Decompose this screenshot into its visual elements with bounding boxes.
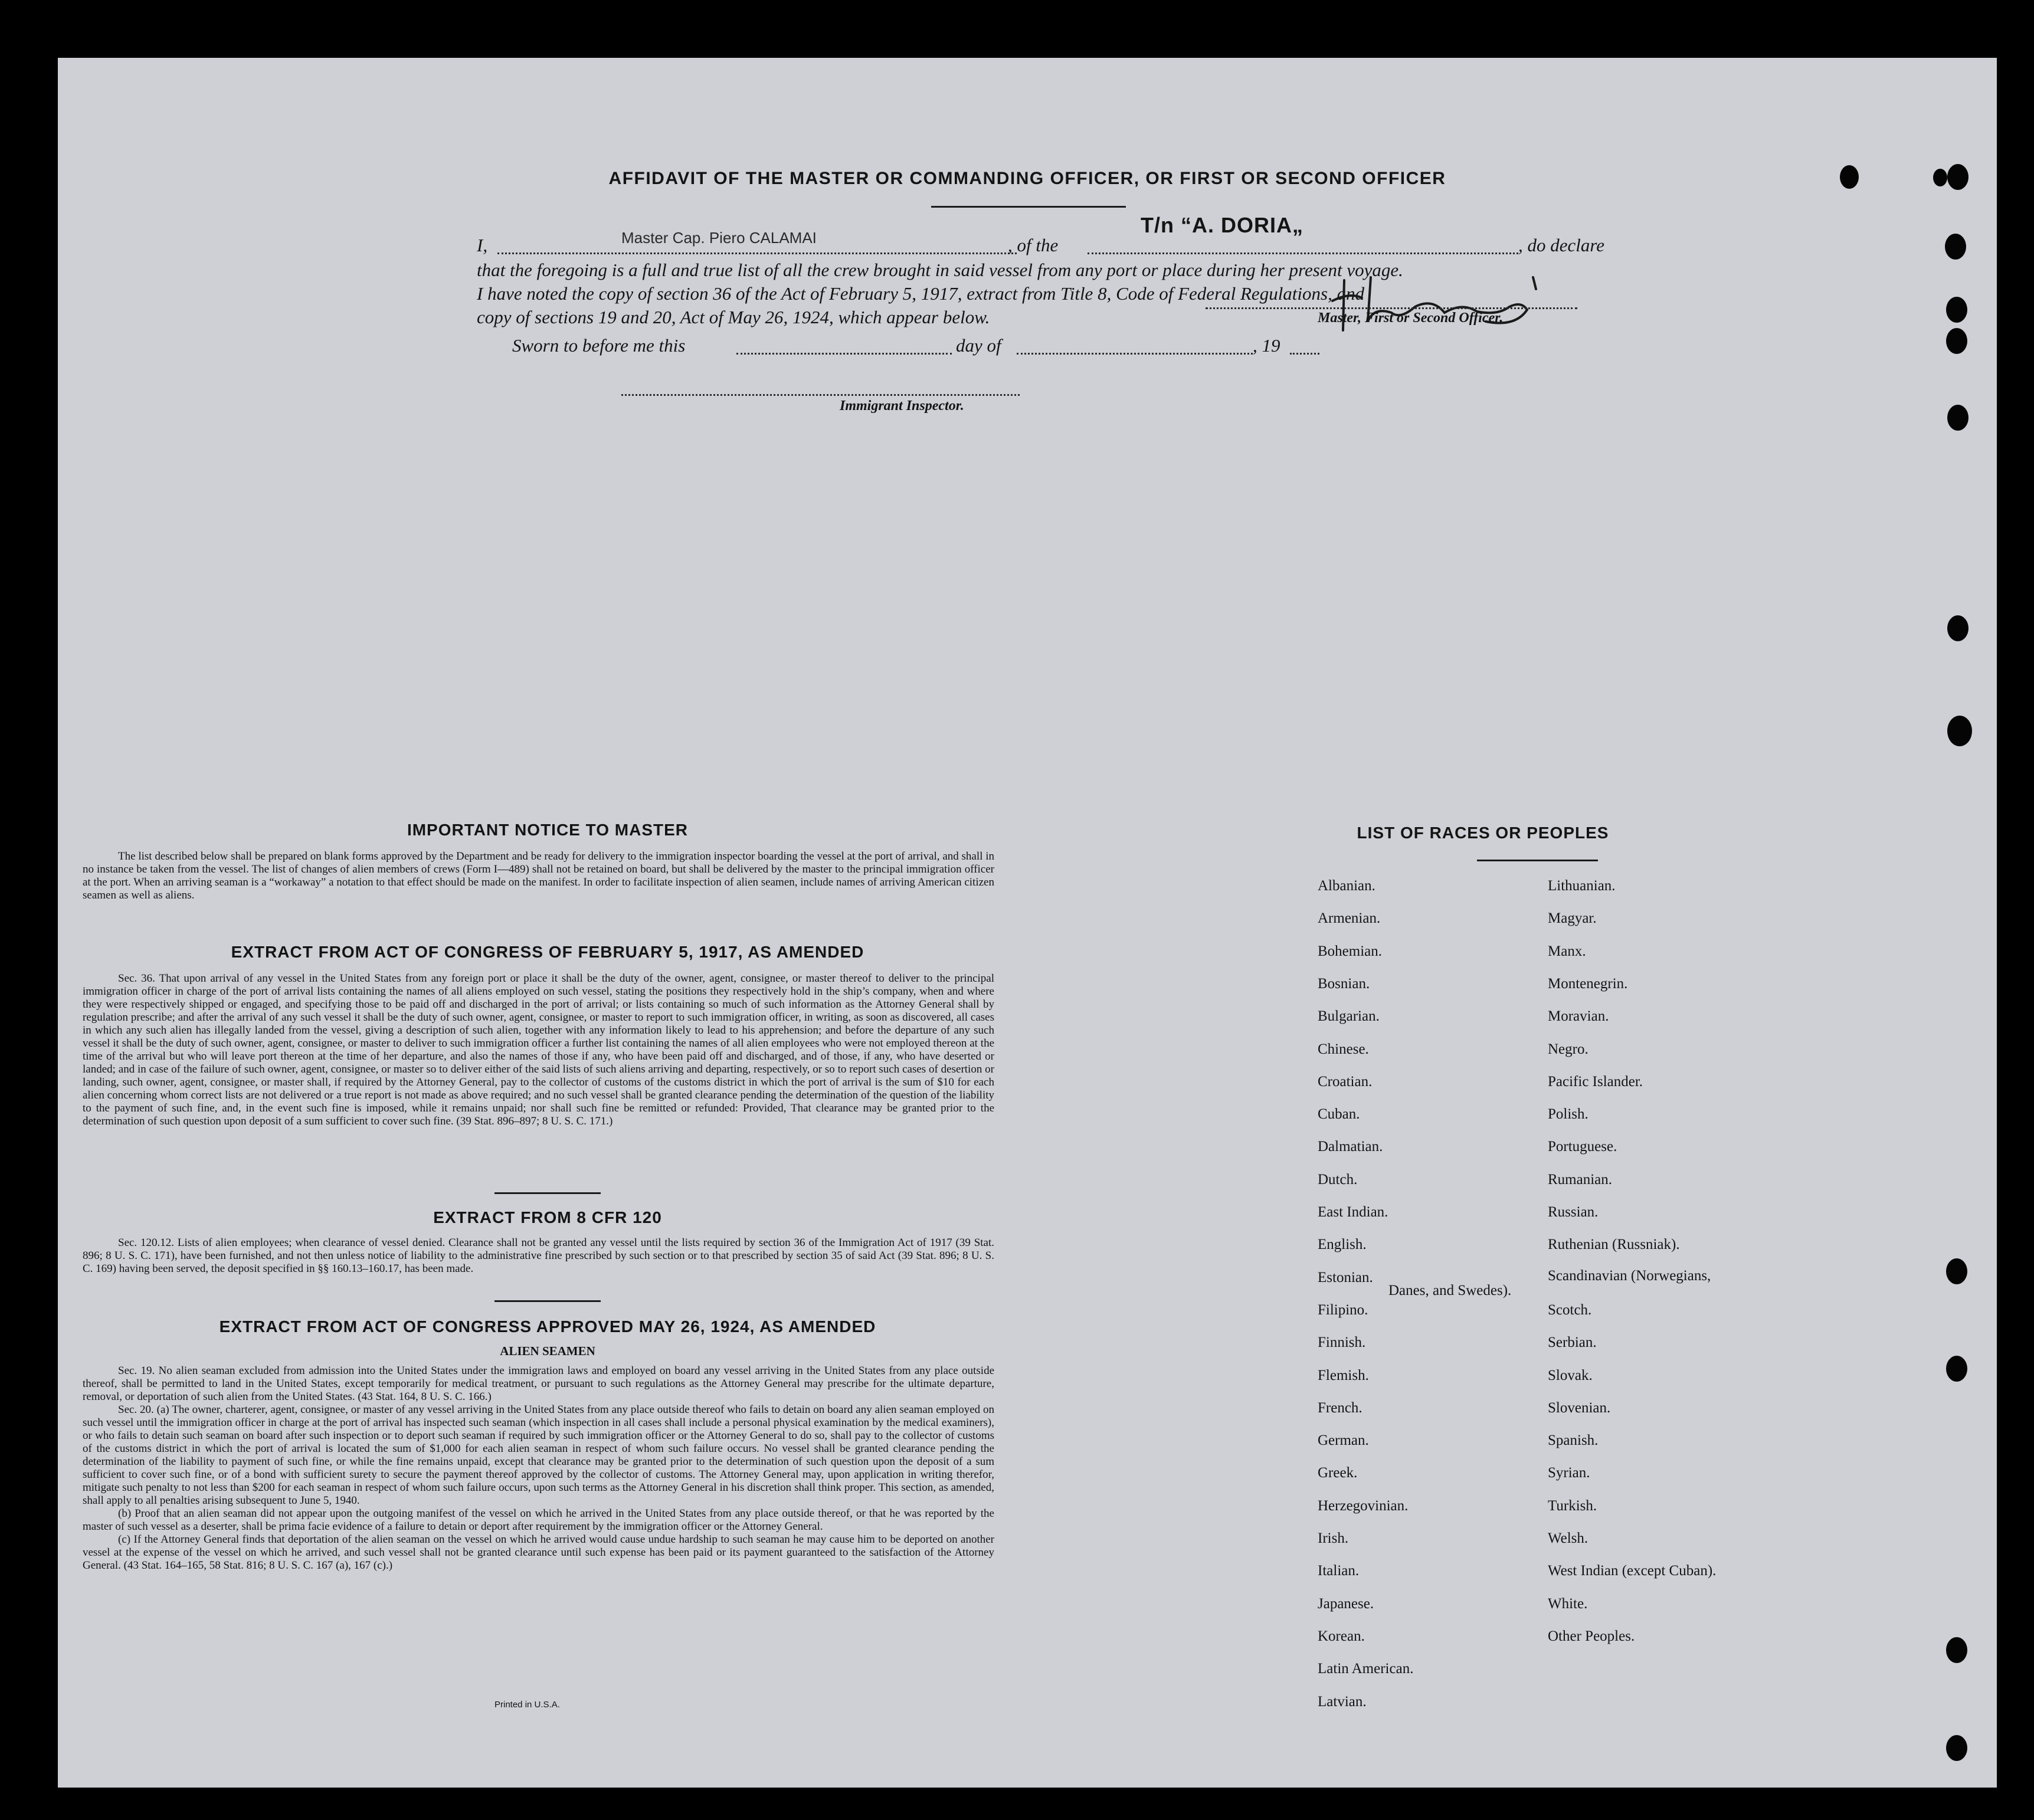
- year-blank: [1290, 353, 1319, 355]
- race-item: Scandinavian (Norwegians,: [1548, 1267, 1711, 1284]
- year-label: , 19: [1253, 335, 1280, 356]
- notice-paragraph: The list described below shall be prepared on blank forms approved by the Department and be ready for delivery to the immigration inspector boarding the vessel at the port of arrival, and shall in no instance be taken from the vessel. The list of changes of alien members of crews (Form I—489) shall not be retained on board, but shall be delivered by the master to the principal immigration officer at the port. When an arriving seaman is a “workaway” a notation to that effect should be made on the manifest. In order to facilitate inspection of alien seamen, include names of arriving American citizen seamen as well as aliens.: [83, 850, 994, 901]
- punch-hole: [1946, 1356, 1967, 1382]
- signature-blank: [1206, 307, 1577, 309]
- race-item: Japanese.: [1318, 1595, 1374, 1612]
- do-declare-label: , do declare: [1518, 235, 1605, 255]
- race-item: Other Peoples.: [1548, 1628, 1635, 1644]
- section-20c-paragraph: (c) If the Attorney General finds that deportation of the alien seaman on the vessel on which he arrived would cause undue hardship to such seaman he may cause him to be deported on another vessel at the expense of the vessel on which he arrived, and such vessel shall not be granted clearance until such expense has been paid or its payment guaranteed to the satisfaction of the Attorney General. (43 Stat. 164–165, 58 Stat. 816; 8 U. S. C. 167 (a), 167 (c).): [83, 1533, 994, 1572]
- of-the-label: , of the: [1008, 235, 1059, 255]
- race-item: Flemish.: [1318, 1367, 1369, 1383]
- race-item: Russian.: [1548, 1204, 1599, 1220]
- race-item: Polish.: [1548, 1106, 1588, 1123]
- race-item: East Indian.: [1318, 1204, 1388, 1220]
- extract-1924-text: [83, 1365, 994, 1572]
- races-title-underline: [1477, 860, 1598, 861]
- punch-hole: [1947, 716, 1972, 746]
- sworn-date-blank: [736, 353, 952, 355]
- section-120-paragraph: Sec. 120.12. Lists of alien employees; when clearance of vessel denied. Clearance shall not be granted any vessel until the lists required by section 36 of the Immigration Act of 1917 (39 Stat. 896; 8 U. S. C. 171), have been furnished, and not then unless notice of liability to the administrative fine prescribed by such section or to that prescribed by section 35 of said Act (39 Stat. 896; 8 U. S. C. 169) having been served, the deposit specified in §§ 160.13–160.17, has been made.: [83, 1237, 994, 1275]
- inspector-caption: Immigrant Inspector.: [840, 398, 964, 414]
- punch-hole: [1946, 1258, 1967, 1284]
- race-item: Negro.: [1548, 1041, 1588, 1057]
- extract-cfr-title: EXTRACT FROM 8 CFR 120: [433, 1208, 662, 1227]
- signature-caption: Master, First or Second Officer.: [1318, 310, 1504, 326]
- race-item: Croatian.: [1318, 1073, 1373, 1090]
- punch-hole: [1946, 297, 1967, 323]
- race-item: Chinese.: [1318, 1041, 1369, 1057]
- race-item: Slovenian.: [1548, 1399, 1611, 1416]
- punch-hole: [1946, 1735, 1967, 1761]
- punch-hole: [1840, 165, 1859, 189]
- race-item: Pacific Islander.: [1548, 1073, 1643, 1090]
- race-item: Albanian.: [1318, 878, 1375, 894]
- race-item: Bohemian.: [1318, 943, 1383, 959]
- race-item: Moravian.: [1548, 1008, 1609, 1025]
- race-item: Korean.: [1318, 1628, 1365, 1644]
- day-of-label: day of: [956, 335, 1001, 356]
- notice-text: [83, 850, 994, 902]
- declaration-line-3: I have noted the copy of section 36 of the Act of February 5, 1917, extract from Title 8, Code of Federal Regulations, and: [477, 283, 1365, 304]
- extract-cfr-text: [83, 1237, 994, 1275]
- name-blank: [497, 252, 1017, 254]
- race-item: Welsh.: [1548, 1530, 1588, 1546]
- race-item: West Indian (except Cuban).: [1548, 1563, 1717, 1579]
- section-36-paragraph: Sec. 36. That upon arrival of any vessel in the United States from any foreign port or place it shall be the duty of the owner, agent, consignee, or master thereof to deliver to the principal immigration officer in charge of the port of arrival lists containing the names of all aliens employed on such vessel, stating the positions they respectively hold in the ship’s company, when and where they were respectively shipped or engaged, and specifying those to be paid off and discharged in the port of arrival; or lists containing so much of such information as the Attorney General shall by regulation prescribe; and after the arrival of any such vessel it shall be the duty of such owner, agent, consignee, or master to report to such immigration officer, in writing, as soon as discovered, all cases in which any such alien has illegally landed from the vessel, giving a description of such alien, together with any information likely to lead to his apprehension; and before the departure of any such vessel it shall be the duty of such owner, agent, consignee, or master to deliver to such immigration officer a further list containing the names of all alien employees who were not employed thereon at the time of the arrival but who will leave port thereon at the time of her departure, and also the names of those if any, who have been paid off and discharged, and of those, if any, who have deserted or landed; and in case of the failure of such owner, agent, consignee, or master so to deliver either of the said lists of such aliens arriving and departing, respectively, or so to report such cases of desertion or landing, such owner, agent, consignee, or master shall, if required by the Attorney General, pay to the collector of customs of the customs district in which the port of arrival is the sum of $10 for each alien concerning whom correct lists are not delivered or a true report is not made as above required; and no such vessel shall be granted clearance pending the determination of the question of the liability to the payment of such fine, and, in the event such fine is imposed, while it remains unpaid; nor shall such fine be remitted or refunded: Provided, That clearance may be granted prior to the determination of such question upon deposit of a sum sufficient to cover such fine. (39 Stat. 896–897; 8 U. S. C. 171.): [83, 972, 994, 1127]
- master-signature: [1273, 265, 1580, 342]
- race-item: Armenian.: [1318, 910, 1381, 927]
- extract-1924-title: EXTRACT FROM ACT OF CONGRESS APPROVED MAY 26, 1924, AS AMENDED: [219, 1317, 876, 1336]
- divider-1: [494, 1192, 601, 1194]
- race-item: Slovak.: [1548, 1367, 1593, 1383]
- race-item: Lithuanian.: [1548, 878, 1616, 894]
- race-item: Greek.: [1318, 1465, 1358, 1481]
- race-item: Estonian.: [1318, 1269, 1373, 1286]
- punch-hole: [1945, 234, 1966, 260]
- race-item: Dutch.: [1318, 1171, 1358, 1188]
- race-item: Turkish.: [1548, 1497, 1597, 1514]
- punch-hole: [1933, 169, 1947, 186]
- race-item: Manx.: [1548, 943, 1586, 959]
- divider-2: [494, 1300, 601, 1302]
- punch-hole: [1946, 1637, 1967, 1663]
- race-item: Finnish.: [1318, 1334, 1366, 1351]
- declaration-line-4: copy of sections 19 and 20, Act of May 26, 1924, which appear below.: [477, 307, 990, 327]
- race-item: Latin American.: [1318, 1661, 1414, 1677]
- punch-hole: [1947, 405, 1969, 431]
- race-item: Filipino.: [1318, 1301, 1368, 1318]
- race-item: German.: [1318, 1432, 1369, 1449]
- race-item: Irish.: [1318, 1530, 1349, 1546]
- extract-1917-title: EXTRACT FROM ACT OF CONGRESS OF FEBRUARY 5, 1917, AS AMENDED: [231, 943, 864, 961]
- race-item: Portuguese.: [1548, 1139, 1617, 1155]
- race-item: Bosnian.: [1318, 975, 1370, 992]
- race-item: Montenegrin.: [1548, 975, 1628, 992]
- master-name-value: Master Cap. Piero CALAMAI: [621, 229, 817, 247]
- inspector-signature-blank: [621, 394, 1020, 396]
- race-item: Rumanian.: [1548, 1171, 1613, 1188]
- race-item: Spanish.: [1548, 1432, 1599, 1449]
- declaration-line-2: that the foregoing is a full and true list of all the crew brought in said vessel from any port or place during her present voyage.: [477, 260, 1403, 280]
- section-20a-paragraph: Sec. 20. (a) The owner, charterer, agent, consignee, or master of any vessel arriving in the United States from any place outside thereof who fails to detain on board any alien seaman employed on such vessel until the immigration officer in charge at the port of arrival has inspected such seaman (which inspection in all cases shall include a personal physical examination by the medical examiners), or who fails to detain such seaman on board after such inspection or to deport such seaman if required by such immigration officer or the Attorney General to do so, shall pay to the collector of customs of the customs district in which the port of arrival is located the sum of $1,000 for each alien seaman in respect of whom such failure occurs. No vessel shall be granted clearance pending the determination of the liability to payment of such fine, or while the fine remains unpaid, except that clearance may be granted prior to the determination of such question upon the deposit of a sum sufficient to cover such fine, or of a bond with sufficient surety to secure the payment thereof approved by the collector of customs. The Attorney General may, upon application in writing therefor, mitigate such penalty to not less than $200 for each seaman in respect of whom such failure occurs, upon such terms as the Attorney General in his discretion shall think proper. This section, as amended, shall apply to all penalties arising subsequent to June 5, 1940.: [83, 1403, 994, 1507]
- form-sheet: [58, 58, 1997, 1788]
- race-item: Italian.: [1318, 1563, 1360, 1579]
- race-item: Magyar.: [1548, 910, 1597, 927]
- section-20b-paragraph: (b) Proof that an alien seaman did not appear upon the outgoing manifest of the vessel on which he arrived in the United States from any place outside thereof, or that he was reported by the master of such vessel as a deserter, shall be prima facie evidence of a failure to detain or deport after requirement by the immigration officer or the Attorney General.: [83, 1507, 994, 1533]
- vessel-name-value: T/n “A. DORIA„: [1141, 213, 1303, 237]
- punch-hole: [1946, 328, 1967, 354]
- notice-title: IMPORTANT NOTICE TO MASTER: [407, 821, 689, 839]
- race-item: White.: [1548, 1595, 1588, 1612]
- section-19-paragraph: Sec. 19. No alien seaman excluded from admission into the United States under the immigration laws and employed on board any vessel arriving in the United States from any place outside thereof, shall be permitted to land in the United States, except temporarily for medical treatment, or pursuant to such regulations as the Attorney General may prescribe for the ultimate departure, removal, or deportation of such alien from the United States. (43 Stat. 164, 8 U. S. C. 166.): [83, 1365, 994, 1403]
- punch-hole: [1947, 164, 1969, 190]
- i-label: I,: [477, 235, 488, 255]
- race-item: Dalmatian.: [1318, 1139, 1383, 1155]
- race-item: Ruthenian (Russniak).: [1548, 1237, 1680, 1253]
- race-item: Danes, and Swedes).: [1388, 1282, 1512, 1298]
- race-item: Bulgarian.: [1318, 1008, 1380, 1025]
- printed-in-usa: Printed in U.S.A.: [494, 1700, 560, 1710]
- race-item: Latvian.: [1318, 1693, 1367, 1710]
- race-item: Scotch.: [1548, 1301, 1592, 1318]
- race-item: Serbian.: [1548, 1334, 1597, 1351]
- races-title: LIST OF RACES OR PEOPLES: [1357, 824, 1609, 842]
- vessel-blank: [1088, 252, 1518, 254]
- punch-hole: [1947, 615, 1969, 641]
- alien-seamen-subtitle: ALIEN SEAMEN: [500, 1344, 595, 1358]
- race-item: Herzegovinian.: [1318, 1497, 1409, 1514]
- title-underline: [931, 206, 1126, 208]
- race-item: Cuban.: [1318, 1106, 1360, 1123]
- race-item: French.: [1318, 1399, 1362, 1416]
- extract-1917-text: [83, 972, 994, 1128]
- race-item: Syrian.: [1548, 1465, 1590, 1481]
- affidavit-title: AFFIDAVIT OF THE MASTER OR COMMANDING OFFICER, OR FIRST OR SECOND OFFICER: [608, 169, 1446, 188]
- race-item: English.: [1318, 1237, 1367, 1253]
- sworn-label: Sworn to before me this: [512, 335, 686, 356]
- sworn-month-blank: [1017, 353, 1253, 355]
